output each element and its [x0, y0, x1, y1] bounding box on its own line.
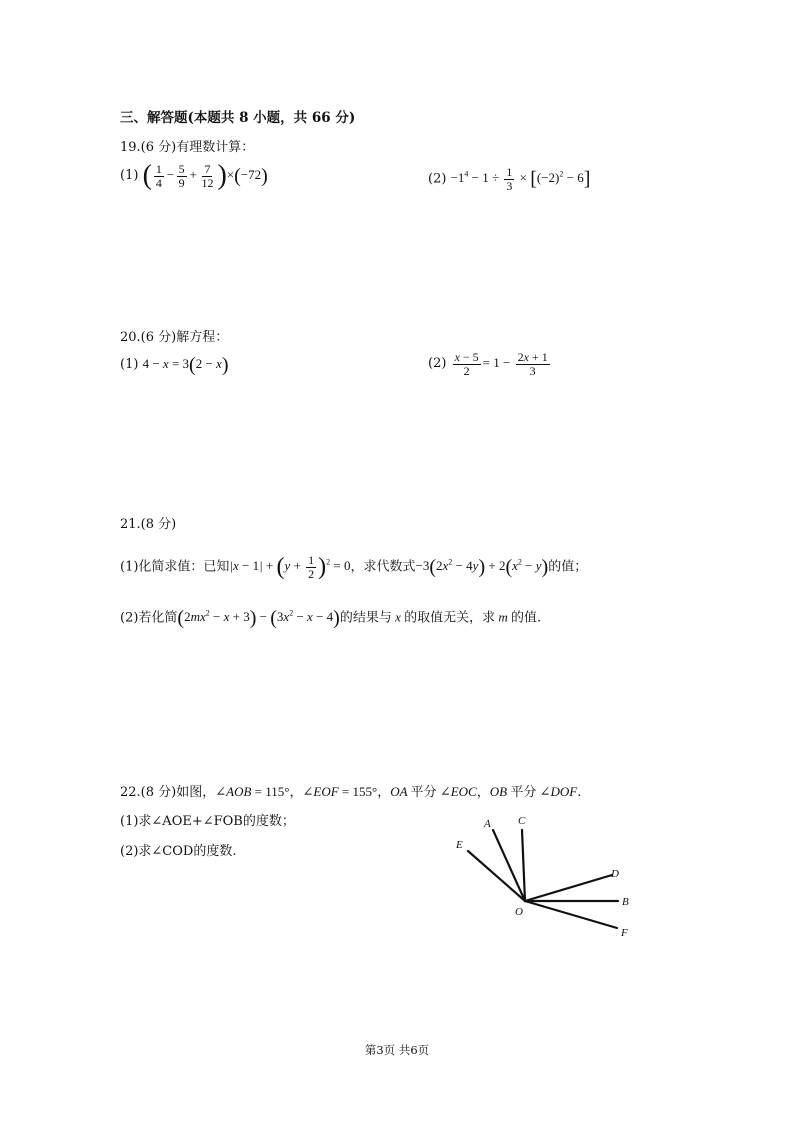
q21-p2-text-d: 的值. [511, 610, 542, 626]
q21-p2-expression: $(2mx^2 - x + 3) - (3x^2 - x - 4)$ [177, 607, 340, 630]
q19-p2-expression: $-1^4 - 1$ ÷ $\frac{1}{3}$ × $[(-2)^2 - 6]$ [450, 165, 591, 193]
q20-part2 [428, 346, 552, 381]
label-C: C [518, 815, 526, 827]
label-D: D [611, 868, 619, 880]
q22-part1: (1)求∠AOE+∠FOB的度数； [120, 814, 295, 829]
label-B: B [622, 896, 629, 908]
q20-header: 20.(6 分)解方程： [120, 330, 229, 345]
q19-p2-label: (2) [428, 171, 447, 187]
q21-part1 [120, 546, 587, 584]
label-E: E [456, 839, 463, 851]
q22-sep-2: ， [377, 785, 391, 800]
ray-OD [525, 875, 612, 901]
q21-p1-text-b: ，求代数式 [350, 559, 416, 575]
q21-p1-condition: |x − 1| + (y + $\frac{1}{2}$ )$^2$ = 0 [229, 553, 351, 581]
section-title: 三、解答题(本题共 8 小题，共 66 分) [120, 110, 356, 126]
ray-OF [525, 901, 617, 928]
q20-part1 [120, 350, 229, 379]
q19-header: 19.(6 分)有理数计算： [120, 140, 255, 155]
q22-bisect-1: 平分 [410, 785, 437, 800]
ray-OE [468, 851, 525, 901]
page-footer: 第3页 共6页 [364, 1043, 430, 1057]
q22-sep-3: ， [476, 785, 490, 800]
q19-part1 [120, 158, 268, 193]
q22-bisect-2: 平分 [510, 785, 537, 800]
label-O: O [515, 906, 523, 918]
q21-p2-text-c: 的取值无关，求 [404, 610, 496, 626]
q21-header: 21.(8 分) [120, 517, 177, 532]
q21-p1-text-c: 的值； [548, 559, 588, 575]
q20-p2-label: (2) [428, 356, 447, 371]
ray-OC [522, 830, 525, 901]
label-A: A [484, 818, 491, 830]
angle-figure [440, 805, 650, 945]
q21-p1-algebraic-expression: $-3(2x^2 - 4y) + 2(x^2 - y)$ [415, 556, 549, 579]
q22-header: 22.(8 分)如图，∠AOB = 115°，∠EOF = 155°，OA 平分 ∠EOC，OB 平分 ∠DOF. [120, 784, 582, 800]
q21-p2-text-b: 的结果与 [339, 610, 392, 626]
q19-part2 [428, 158, 590, 196]
q21-p1-text-a: (1)化简求值：已知 [120, 559, 230, 575]
label-F: F [621, 927, 628, 939]
ray-OA [493, 830, 525, 901]
q19-p1-expression: ( $\frac{1}{4}$ − $\frac{5}{9}$ + $\frac{7}{12}$ )×(−72) [142, 160, 268, 192]
q20-p1-label: (1) [120, 357, 139, 372]
q22-part2: (2)求∠COD的度数. [120, 844, 237, 859]
q20-p1-expression: 4 − x = 3(2 − x) [142, 354, 229, 377]
q22-header-text: 22.(8 分)如图， [120, 785, 216, 800]
q22-sep-1: ， [289, 785, 303, 800]
q19-p1-label: (1) [120, 168, 139, 183]
q20-p2-expression: $\frac{x - 5}{2}$ = 1 − $\frac{2x + 1}{3}$ [454, 349, 548, 378]
q21-p2-text-a: (2)若化简 [120, 610, 178, 626]
q21-part2: (2)若化简$(2mx^2 - x + 3) - (3x^2 - x - 4)$的结果与 x 的取值无关，求 m 的值. [120, 607, 542, 630]
